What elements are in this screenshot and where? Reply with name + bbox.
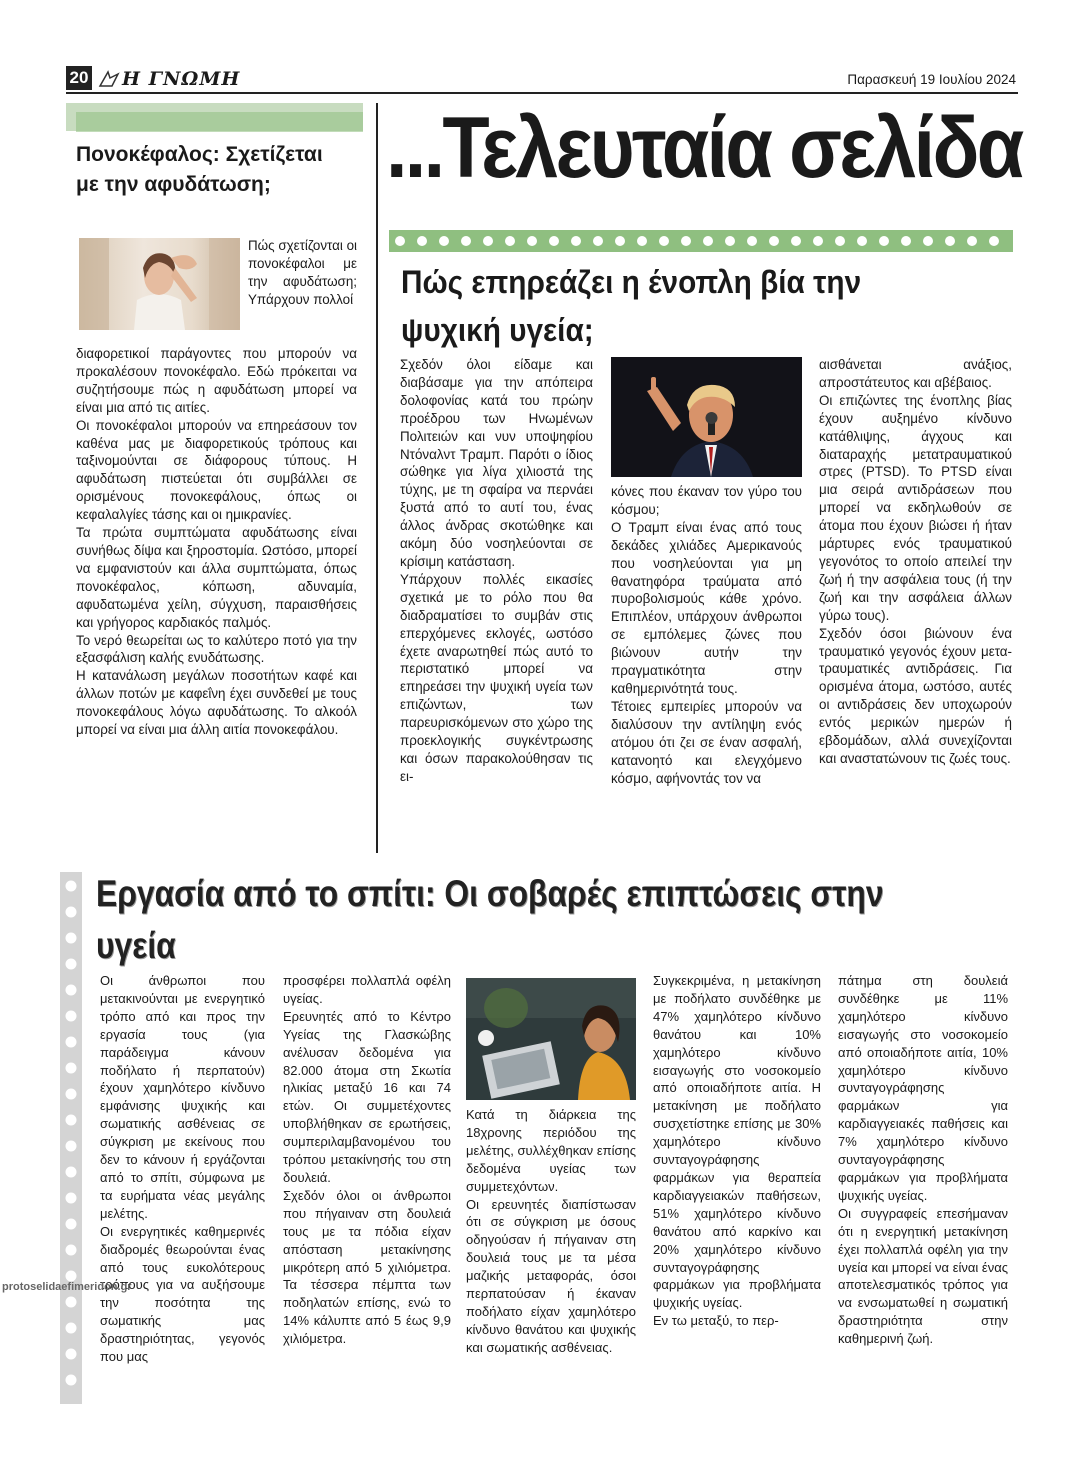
article2-col3 xyxy=(819,356,1012,768)
article3-paragraph: Οι άνθρωποι που μετακινούνται με ενεργητικό τρόπο από και προς την εργασία τους (για παράδειγμα κάνουν ποδήλατο ή περπατούν) έχουν χαμηλότερο κίνδυνο εμφάνισης ψυχικής και σωματικής ασθένειας σε σύγκριση με εκείνους που δεν το κάνουν ή εργάζονται από το σπίτι, σύμφωνα με τα ευρήματα νέας μεγάλης μελέτης. xyxy=(100,973,265,1221)
article3-title: Εργασία από το σπίτι: Οι σοβαρές επιπτώσεις στην υγεία xyxy=(96,873,884,966)
section-title: ...Τελευταία σελίδα xyxy=(386,100,1022,196)
green-ribbon-shadow xyxy=(76,112,363,132)
article3-paragraph: Οι συγγραφείς επεσήμαναν ότι η ενεργητική μετακίνηση έχει πολλαπλά οφέλη για την υγεία και μπορεί να είναι ένας αποτελεσματικός τρόπος για να ενσωματωθεί η σωματική δραστηριότητα στην καθημερινή ζωή. xyxy=(838,1205,1008,1347)
article2-paragraph: Τέτοιες εμπειρίες μπορούν να διαλύσουν την αντίληψη ενός ατόμου ότι ζει σε έναν ασφαλή, κατανοητό και ελεγχόμενο κόσμο, αφήνοντάς τον να xyxy=(611,698,802,786)
article3-photo xyxy=(466,978,636,1100)
article2-title: Πώς επηρεάζει η ένοπλη βία την ψυχική υγεία; xyxy=(401,264,862,348)
article3-paragraph: Κατά τη διάρκεια της 18χρονης περιόδου της μελέτης, συλλέχθηκαν επίσης δεδομένα υγείας των συμμετεχόντων. xyxy=(466,1107,636,1194)
woman-laptop-photo xyxy=(466,978,636,1100)
article1-paragraph: Οι πονοκέφαλοι μπορούν να επηρεάσουν τον καθένα μας με διαφορετικούς τρόπους και ταξινομούνται σε διάφορους τύπους. Η αφυδάτωση πιστεύεται ότι συμβάλλει σε ορισμένους πονοκεφάλους, όπως οι κεφαλαλγίες τάσης και οι ημικρανίες. xyxy=(76,417,357,523)
article1-paragraph: Η κατανάλωση μεγάλων ποσοτήτων καφέ και άλλων ποτών με καφεΐνη έχει συνδεθεί με τους πονοκεφάλους λόγω αφυδάτωσης. Το αλκοόλ μπορεί να είναι μια άλλη αιτία πονοκεφάλου. xyxy=(76,668,357,738)
article3-paragraph: πάτημα στη δουλειά συνδέθηκε με 11% χαμηλότερο κίνδυνο εισαγωγής στο νοσοκομείο από οποιαδήποτε αιτία, 10% χαμηλότερο κίνδυνο συνταγογράφησης φαρμάκων για καρδιαγγειακές παθήσεις και 7% χαμηλότερο κίνδυνο συνταγογράφησης φαρμάκων για προβλήματα ψυχικής υγείας. xyxy=(838,973,1008,1203)
article3-col1 xyxy=(100,972,265,1366)
article1-paragraph: διαφορετικοί παράγοντες που μπορούν να προκαλέσουν πονοκέφαλο. Εδώ πρόκειται να συζητήσουμε πώς η αφυδάτωση μπορεί να είναι μια από τις αιτίες. xyxy=(76,346,357,415)
article2-paragraph: κόνες που έκαναν τον γύρο του κόσμου; xyxy=(611,484,802,517)
article3-paragraph: Ερευνητές από το Κέντρο Υγείας της Γλασκώβης ανέλυσαν δεδομένα για 82.000 άτομα στη Σκωτία ηλικίας μεταξύ 16 και 74 ετών. Οι συμμετέχοντες υποβλήθηκαν σε ερωτήσεις, συμπεριλαμβανομένου του τρόπου μετακίνησής του στη δουλειά. xyxy=(283,1008,451,1185)
perforation-holes xyxy=(60,872,82,1404)
article2-photo xyxy=(611,357,802,477)
article2-paragraph: Ο Τραμπ είναι ένας από τους δεκάδες χιλιάδες Αμερικανούς που νοσηλεύονται για μη θανατηφόρα τραύματα από πυροβολισμούς κάθε χρόνο. Επιπλέον, υπάρχουν άνθρωποι σε εμπόλεμες ζώνες που βιώνουν αυτήν την πραγματικότητα στην καθημερινότητά τους. xyxy=(611,519,802,696)
article2-paragraph: Σχεδόν όλοι είδαμε και διαβάσαμε για την απόπειρα δολοφονίας κατά του πρώην προέδρου των Ηνωμένων Πολιτειών και νυν υποψηφίου Ντόναλντ Τραμπ. Παρότι ο ίδιος σώθηκε για λίγα χιλιοστά της τύχης, με τη σφαίρα να περνάει ξυστά από το αυτί του, ένας άλλος άνδρας σκοτώθηκε και ακόμη δύο νοσηλεύονται σε κρίσιμη κατάσταση. xyxy=(400,357,593,569)
article2-paragraph: αισθάνεται ανάξιος, απροστάτευτος και αβέβαιος. xyxy=(819,357,1012,390)
article3-col2 xyxy=(283,972,451,1348)
dotted-bar xyxy=(389,230,1013,252)
paper-name: Η ΓΝΩΜΗ xyxy=(122,68,241,90)
article1-paragraph: Το νερό θεωρείται ως το καλύτερο ποτό για την εξασφάλιση καλής ενυδάτωσης. xyxy=(76,632,357,666)
article2-paragraph: Οι επιζώντες της ένοπλης βίας έχουν αυξημένο κίνδυνο κατάθλιψης, άγχους και διαταραχής μετατραυματικού στρες (PTSD). Το PTSD είναι μια σειρά αντιδράσεων που μπορεί να εκδηλωθούν σε άτομα που έχουν βιώσει ή ήταν μάρτυρες ενός τραυματικού γεγονότος το οποίο απειλεί την ζωή ή την ασφάλεια τους (ή την ζωή και την ασφάλεια άλλων γύρω τους). xyxy=(819,392,1012,623)
article1-body xyxy=(76,345,357,739)
article3-paragraph: Εν τω μεταξύ, το περ- xyxy=(653,1313,779,1329)
article3-col5 xyxy=(838,972,1008,1348)
article3-col3 xyxy=(466,1106,636,1357)
article1-wrap-text: Πώς σχετίζονται οι πονοκέφαλοι με την αφυδάτωση; Υπάρχουν πολλοί xyxy=(248,238,357,307)
article3-col4 xyxy=(653,972,821,1330)
article1-paragraph: Τα πρώτα συμπτώματα αφυδάτωσης είναι συνήθως δίψα και ξηροστομία. Ωστόσο, μπορεί να εμφανιστούν και άλλα συμπτώματα, όπως πονοκέφαλος, κόπωση, αδυναμία, αφυδατωμένα χείλη, σύγχυση, παραισθήσεις και γρήγορος καρδιακός παλμός. xyxy=(76,525,357,630)
article2-paragraph: Σχεδόν όσοι βιώνουν ένα τραυματικό γεγονός έχουν μετα- τραυματικές αντιδράσεις. Για ορισμένα άτομα, ωστόσο, αυτές οι αντιδράσεις δεν υποχωρούν εντός μερικών ημερών ή εβδομάδων, αλλά συνεχίζονται και αναστατώνουν τις ζωές τους. xyxy=(819,625,1012,766)
article3-paragraph: Οι ερευνητές διαπίστωσαν ότι σε σύγκριση με όσους οδηγούσαν ή πήγαιναν στη δουλειά τους με τα μέσα μαζικής μεταφοράς, όσοι περπατούσαν ή έκαναν ποδήλατο είχαν χαμηλότερο κίνδυνο θανάτου και ψυχικής και σωματικής ασθένειας. xyxy=(466,1196,636,1355)
paper-logo-icon xyxy=(98,70,120,93)
article3-paragraph: Συγκεκριμένα, η μετακίνηση με ποδήλατο συνδέθηκε με 47% χαμηλότερο κίνδυνο θανάτου και 10% χαμηλότερο κίνδυνο εισαγωγής στο νοσοκομείο από οποιαδήποτε αιτία. Η μετακίνηση με ποδήλατο συσχετίστηκε επίσης με 30% χαμηλότερο κίνδυνο συνταγογράφησης φαρμάκων για θεραπεία καρδιαγγειακών παθήσεων, 51% χαμηλότερο κίνδυνο θανάτου από καρκίνο και 20% χαμηλότερο κίνδυνο συνταγογράφησης φαρμάκων για προβλήματα ψυχικής υγείας. xyxy=(653,973,821,1311)
article2-paragraph: Υπάρχουν πολλές εικασίες σχετικά με το ρόλο που θα διαδραματίσει το συμβάν στις επερχόμενες εκλογές, ωστόσο έχετε αναρωτηθεί πώς αυτό το περιστατικό μπορεί να επηρεάσει την ψυχική υγεία των επιζώντων, των παρευρισκόμενων στο χώρο της προεκλογικής συγκέντρωσης και όσων παρακολούθησαν τις ει- xyxy=(400,571,593,784)
article1-photo xyxy=(79,238,240,330)
left-perforation-strip xyxy=(60,872,82,1404)
header-rule xyxy=(66,92,1018,94)
dotted-bar-dots xyxy=(389,230,1013,252)
column-divider xyxy=(376,103,378,853)
trump-speaking-photo xyxy=(611,357,802,477)
article2-col1 xyxy=(400,356,593,786)
article3-paragraph: Οι ενεργητικές καθημερινές διαδρομές θεωρούνται ένας από τους ευκολότερους τρόπους για να αυξήσουμε την ποσότητα της σωματικής μας δραστηριότητας, γεγονός που μας xyxy=(100,1223,265,1365)
woman-headache-photo xyxy=(79,238,240,330)
article1-title: Πονοκέφαλος: Σχετίζεται με την αφυδάτωση; xyxy=(76,143,323,196)
issue-date: Παρασκευή 19 Ιουλίου 2024 xyxy=(847,72,1016,87)
article3-paragraph: προσφέρει πολλαπλά οφέλη υγείας. xyxy=(283,973,451,1006)
article3-paragraph: Σχεδόν όλοι οι άνθρωποι που πήγαιναν στη δουλειά τους με τα πόδια είχαν απόσταση μετακίνησης μικρότερη από 5 χιλιόμετρα. Τα τέσσερα πέμπτα των ποδηλατών επίσης, ενώ το 14% κάλυπτε από 5 έως 9,9 χιλιόμετρα. xyxy=(283,1187,451,1347)
watermark: protoselidaefimeridon.gr xyxy=(2,1281,132,1293)
page-number: 20 xyxy=(69,68,89,87)
article2-col2 xyxy=(611,483,802,787)
